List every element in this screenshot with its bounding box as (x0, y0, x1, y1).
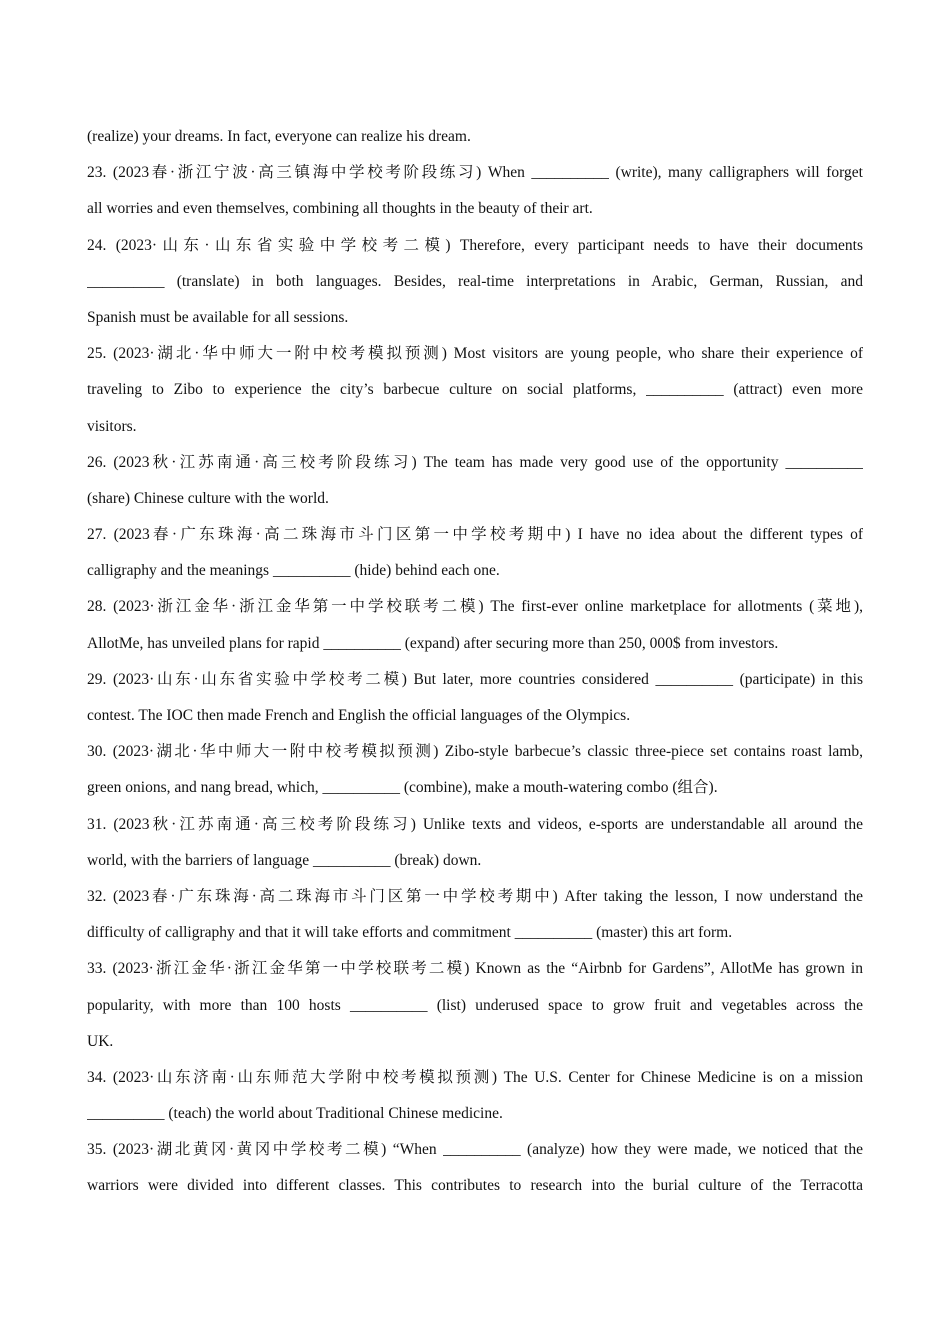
text-line: (realize) your dreams. In fact, everyone can realize his dream. (87, 128, 471, 145)
text-line: AllotMe, has unveiled plans for rapid __________ (expand) after securing more than 250, 000$ from investors. (87, 634, 779, 652)
question-23-line: 23. (2023春·浙江宁波·高三镇海中学校考阶段练习) When __________ (write), many calligraphers will forget (87, 164, 863, 182)
question-32-line: 32. (2023春·广东珠海·高二珠海市斗门区第一中学校考期中) After taking the lesson, I now understand the (87, 887, 863, 905)
text-line: __________ (teach) the world about Traditional Chinese medicine. (87, 1105, 503, 1123)
question-31-line: 31. (2023秋·江苏南通·高三校考阶段练习) Unlike texts and videos, e-sports are understandable all around the (87, 815, 863, 833)
question-26-line: 26. (2023秋·江苏南通·高三校考阶段练习) The team has made very good use of the opportunity __________ (87, 453, 863, 471)
text-line: difficulty of calligraphy and that it will take efforts and commitment __________ (master) this art form. (87, 924, 733, 942)
text-line: Spanish must be available for all sessions. (87, 308, 349, 326)
question-30-line: 30. (2023·湖北·华中师大一附中校考模拟预测) Zibo-style barbecue’s classic three-piece set contains roast lamb, (87, 743, 863, 761)
question-35-line: 35. (2023·湖北黄冈·黄冈中学校考二模) “When __________ (analyze) how they were made, we noticed that the (87, 1141, 863, 1159)
text-line: visitors. (87, 417, 137, 435)
text-line: (share) Chinese culture with the world. (87, 489, 329, 507)
text-line: popularity, with more than 100 hosts __________ (list) underused space to grow fruit and vegetables across the (87, 996, 863, 1014)
question-28-line: 28. (2023·浙江金华·浙江金华第一中学校联考二模) The first-ever online marketplace for allotments (菜地), (87, 598, 863, 616)
question-29-line: 29. (2023·山东·山东省实验中学校考二模) But later, more countries considered __________ (participate) in this (87, 670, 863, 688)
question-25-line: 25. (2023·湖北·华中师大一附中校考模拟预测) Most visitors are young people, who share their experience of (87, 345, 863, 363)
text-line: world, with the barriers of language __________ (break) down. (87, 851, 482, 869)
text-line: __________ (translate) in both languages. Besides, real-time interpretations in Arabic, German, Russian, and (87, 272, 863, 290)
text-line: warriors were divided into different classes. This contributes to research into the burial culture of the Terracotta (87, 1177, 863, 1195)
document-body (87, 119, 863, 1205)
question-33-line: 33. (2023·浙江金华·浙江金华第一中学校联考二模) Known as the “Airbnb for Gardens”, AllotMe has grown in (87, 960, 863, 978)
question-34-line: 34. (2023·山东济南·山东师范大学附中校考模拟预测) The U.S. Center for Chinese Medicine is on a mission (87, 1068, 863, 1086)
text-line: all worries and even themselves, combining all thoughts in the beauty of their art. (87, 200, 593, 218)
text-line: contest. The IOC then made French and English the official languages of the Olympics. (87, 707, 631, 724)
text-line: green onions, and nang bread, which, __________ (combine), make a mouth-watering combo (组合). (87, 779, 718, 797)
text-line: traveling to Zibo to experience the city’s barbecue culture on social platforms, __________ (attract) even more (87, 381, 863, 399)
text-line: UK. (87, 1032, 114, 1050)
question-24-line: 24. (2023·山东·山东省实验中学校考二模) Therefore, every participant needs to have their documents (87, 236, 863, 254)
text-line: calligraphy and the meanings __________ (hide) behind each one. (87, 562, 500, 580)
question-27-line: 27. (2023春·广东珠海·高二珠海市斗门区第一中学校考期中) I have no idea about the different types of (87, 526, 863, 544)
